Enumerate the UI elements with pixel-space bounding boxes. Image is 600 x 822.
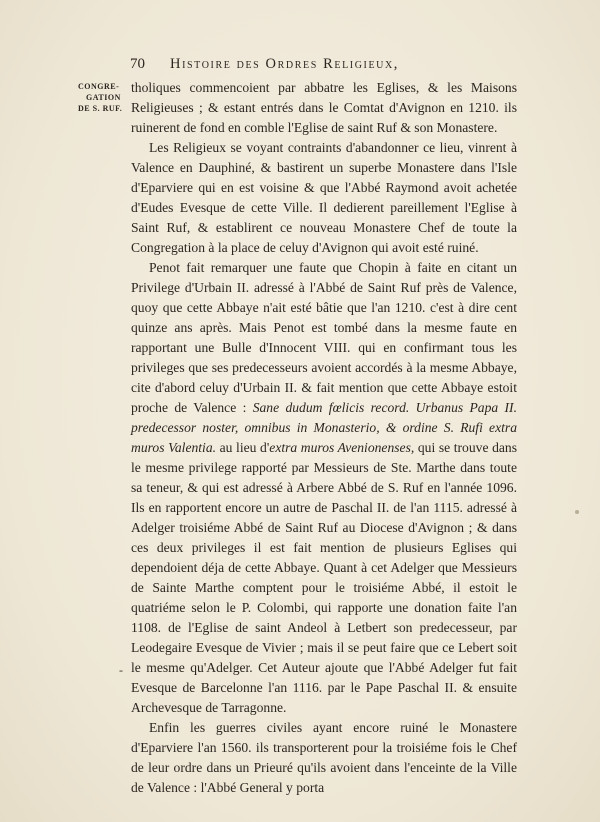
marginal-note-line: DE S. RUF.: [78, 104, 123, 113]
margin-mark: -: [119, 663, 123, 677]
paragraph: [131, 138, 517, 258]
latin-quote: extra muros Avenionenses,: [269, 440, 415, 455]
marginal-note-line: GATION: [86, 93, 121, 102]
ink-spot: [575, 510, 579, 514]
paragraph-text: Penot fait remarquer une faute que Chopin à faite en citant un Privilege d'Urbain II. adressé à l'Abbé de Saint Ruf près de Valence, quoy que cette Abbaye n'ait esté bâtie que l'an 1210. c'est à dire cent quinze ans après. Mais Penot est tombé dans la mesme faute en rapportant une Bulle d'Innocent VIII. qui en confirmant tous les privileges que ses predecesseurs avoient accordés à la mesme Abbaye, cite d'abord celuy d'Urbain II. & fait mention que cette Abbaye estoit proche de Valence :: [131, 260, 517, 415]
paragraph: [131, 78, 517, 138]
marginal-note: [78, 81, 128, 114]
paragraph-text: au lieu d': [216, 440, 270, 455]
page-number: 70: [130, 56, 145, 72]
paragraph-text: Enfin les guerres civiles ayant encore ruiné le Monastere d'Eparviere l'an 1560. ils transporterent pour la troisiéme fois le Chef de leur ordre dans un Prieuré qu'ils avoient dans l'enceinte de la Ville de Valence : l'Abbé General y porta: [131, 720, 517, 795]
paragraph: [131, 258, 517, 718]
marginal-note-line: CONGRE-: [78, 82, 120, 91]
page-header: [130, 56, 530, 78]
paragraph-text: qui se trouve dans le mesme privilege rapporté par Messieurs de Ste. Marthe dans toute sa teneur, & qui est adressé à Arbere Abbé de S. Ruf en l'année 1096. Ils en rapportent encore un autre de Paschal II. de l'an 1115. adressé à Adelger troisiéme Abbé de Saint Ruf au Diocese d'Avignon ; & dans ces deux privileges il est fait mention de plusieurs Eglises qui dependoient déja de cette Abbaye. Quant à cet Adelger que Messieurs de Sainte Marthe comptent pour le troisiéme Abbé, il estoit le quatriéme selon le P. Colombi, qui rapporte une donation faite l'an 1108. de l'Eglise de saint Andeol à Letbert son predecesseur, par Leodegaire Evesque de Vivier ; mais il se peut faire que ce Lebert soit le mesme qu'Adelger. Cet Auteur ajoute que l'Abbé Adelger fut fait Evesque de Barcelonne l'an 1116. par le Pape Paschal II. & ensuite Archevesque de Tarragonne.: [131, 440, 517, 715]
paragraph-text: tholiques commencoient par abbatre les Eglises, & les Maisons Religieuses ; & estant entrés dans le Comtat d'Avignon en 1210. ils ruinerent de fond en comble l'Eglise de saint Ruf & son Monastere.: [131, 80, 517, 135]
body-text: [131, 78, 517, 798]
running-title: Histoire des Ordres Religieux,: [170, 56, 400, 72]
paragraph: [131, 718, 517, 798]
latin-quote: Sane dudum fœlicis record. Urbanus Papa II. predecessor noster, omnibus in Monasterio, & ordine S. Rufi extra muros Valentia.: [131, 400, 517, 455]
paragraph-text: Les Religieux se voyant contraints d'abandonner ce lieu, vinrent à Valence en Dauphiné, & bastirent un superbe Monastere dans l'Isle d'Eparviere qui en est voisine & que l'Abbé Raymond avoit achetée d'Eudes Evesque de cette Ville. Il dedierent pareillement l'Eglise à Saint Ruf, & establirent ce nouveau Monastere Chef de toute la Congregation à la place de celuy d'Avignon qui avoit esté ruiné.: [131, 140, 517, 255]
